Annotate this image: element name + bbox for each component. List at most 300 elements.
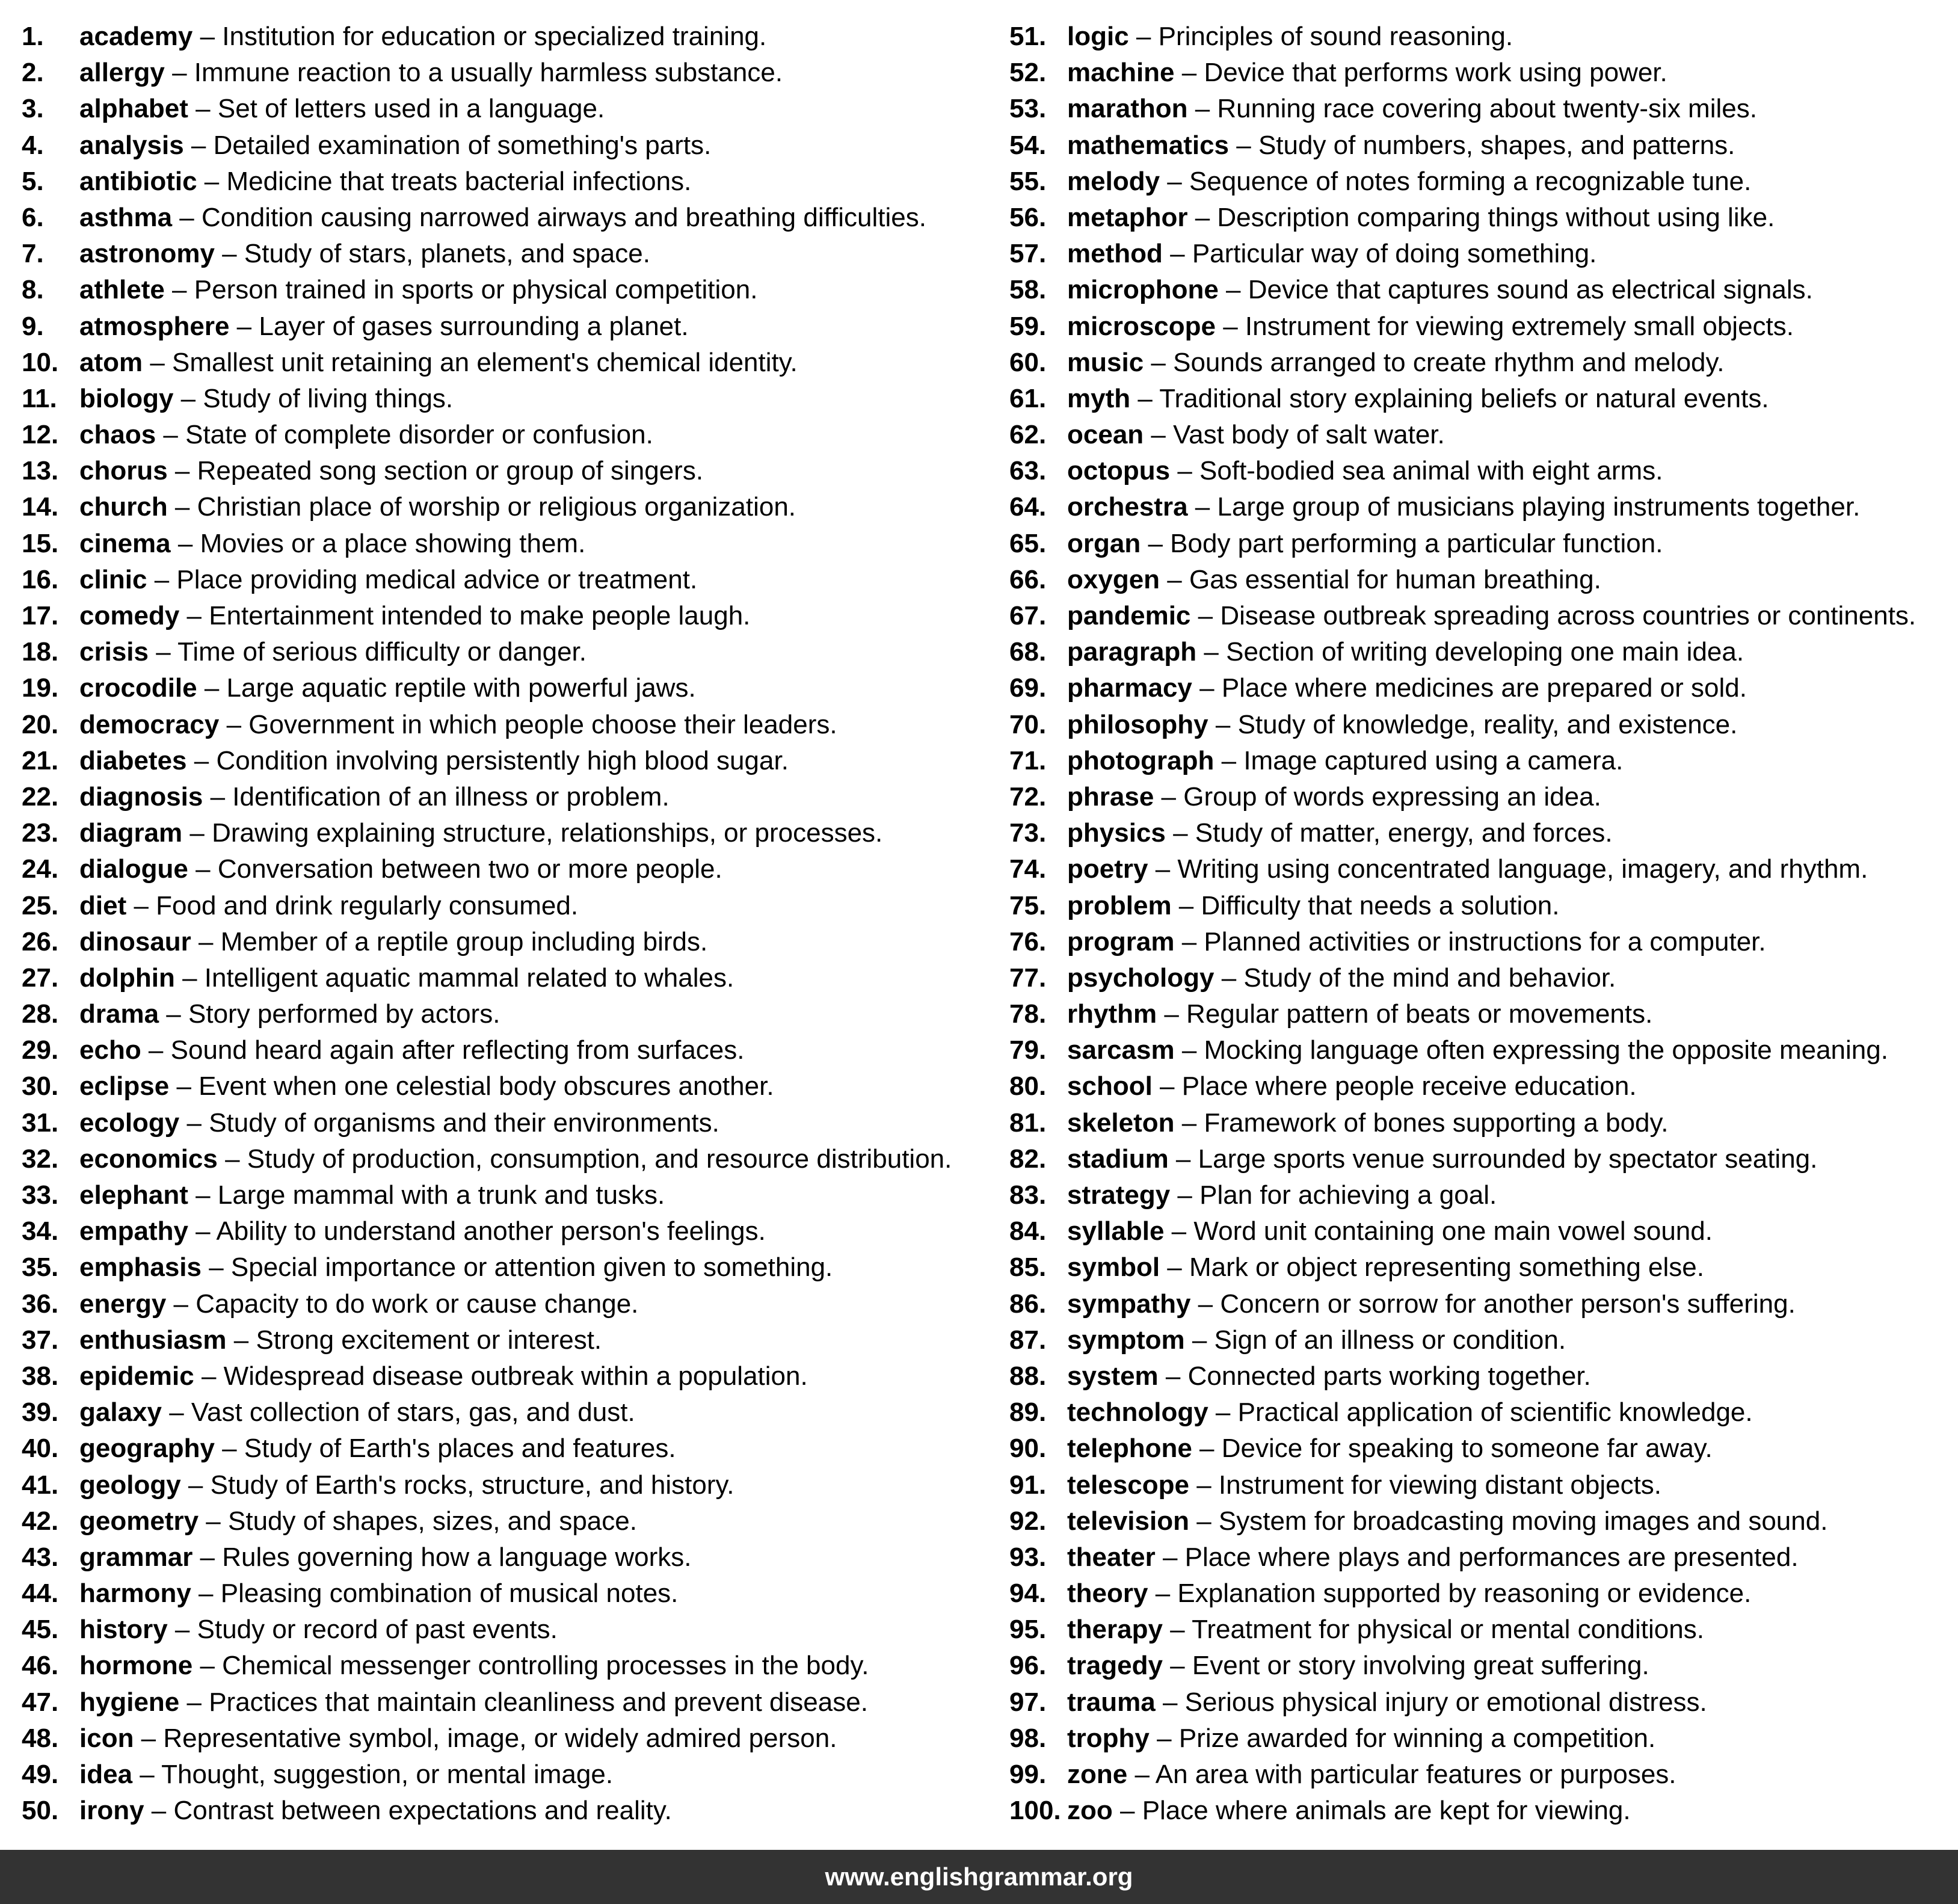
list-item bbox=[22, 164, 996, 200]
entry-text bbox=[79, 489, 796, 525]
entry-number: 80. bbox=[1009, 1071, 1047, 1101]
entry-text bbox=[1067, 489, 1860, 525]
entry-word: crisis bbox=[79, 637, 149, 667]
entry-word: mathematics bbox=[1067, 130, 1230, 160]
entry-separator: – bbox=[214, 239, 244, 269]
entry-text bbox=[79, 1177, 665, 1213]
entry-number: 9. bbox=[22, 311, 44, 341]
entry-separator: – bbox=[147, 564, 177, 594]
entry-number: 82. bbox=[1009, 1144, 1047, 1174]
entry-separator: – bbox=[192, 1542, 223, 1572]
entry-definition: Food and drink regularly consumed. bbox=[156, 890, 579, 920]
entry-text bbox=[1067, 1793, 1631, 1829]
list-item bbox=[1009, 417, 1958, 453]
entry-word: biology bbox=[79, 383, 174, 413]
entry-definition: Study of living things. bbox=[203, 383, 454, 413]
entry-text bbox=[79, 1431, 676, 1467]
entry-separator: – bbox=[1214, 745, 1244, 775]
entry-separator: – bbox=[1187, 202, 1218, 232]
entry-separator: – bbox=[194, 1361, 224, 1391]
entry-separator: – bbox=[1187, 492, 1218, 522]
entry-definition: Disease outbreak spreading across countries or continents. bbox=[1220, 601, 1916, 630]
entry-definition: Study of organisms and their environments. bbox=[209, 1108, 719, 1138]
entry-number: 22. bbox=[22, 781, 59, 812]
entry-text bbox=[1067, 996, 1652, 1032]
entry-text bbox=[79, 19, 766, 55]
entry-separator: – bbox=[144, 1796, 174, 1826]
entry-separator: – bbox=[167, 1615, 197, 1645]
entry-definition: Immune reaction to a usually harmless substance. bbox=[194, 58, 783, 88]
entry-definition: Serious physical injury or emotional distress. bbox=[1184, 1687, 1707, 1717]
list-item bbox=[1009, 1612, 1958, 1648]
list-item bbox=[22, 815, 996, 851]
entry-word: enthusiasm bbox=[79, 1325, 227, 1355]
entry-text bbox=[1067, 1394, 1753, 1431]
entry-definition: Place where plays and performances are presented. bbox=[1184, 1542, 1799, 1572]
entry-definition: Description comparing things without using like. bbox=[1217, 202, 1775, 232]
entry-definition: Sounds arranged to create rhythm and melody. bbox=[1173, 347, 1725, 377]
list-item bbox=[22, 1431, 996, 1467]
entry-number: 96. bbox=[1009, 1651, 1047, 1681]
entry-word: oxygen bbox=[1067, 564, 1160, 594]
entry-definition: Time of serious difficulty or danger. bbox=[177, 637, 586, 667]
entry-number: 28. bbox=[22, 999, 59, 1029]
entry-number: 40. bbox=[22, 1434, 59, 1464]
entry-separator: – bbox=[217, 1144, 247, 1174]
entry-word: system bbox=[1067, 1361, 1159, 1391]
entry-definition: Large aquatic reptile with powerful jaws. bbox=[226, 673, 696, 703]
list-item bbox=[22, 272, 996, 308]
list-item bbox=[22, 1467, 996, 1503]
list-item bbox=[22, 634, 996, 670]
entry-definition: Study of Earth's places and features. bbox=[244, 1434, 676, 1464]
list-item bbox=[22, 1394, 996, 1431]
list-item bbox=[1009, 598, 1958, 634]
entry-text bbox=[79, 743, 789, 779]
entry-definition: Special importance or attention given to something. bbox=[230, 1252, 833, 1283]
entry-definition: Study or record of past events. bbox=[197, 1615, 558, 1645]
entry-definition: Planned activities or instructions for a computer. bbox=[1204, 926, 1766, 957]
entry-word: elephant bbox=[79, 1180, 188, 1210]
entry-word: machine bbox=[1067, 58, 1175, 88]
entry-word: analysis bbox=[79, 130, 184, 160]
entry-number: 44. bbox=[22, 1579, 59, 1609]
entry-word: asthma bbox=[79, 202, 173, 232]
entry-number: 52. bbox=[1009, 58, 1047, 88]
list-item bbox=[1009, 200, 1958, 236]
entry-number: 2. bbox=[22, 58, 44, 88]
entry-definition: Explanation supported by reasoning or evidence. bbox=[1177, 1579, 1752, 1609]
entry-number: 27. bbox=[22, 963, 59, 993]
entry-word: geometry bbox=[79, 1506, 199, 1536]
entry-number: 72. bbox=[1009, 781, 1047, 812]
entry-word: academy bbox=[79, 22, 193, 51]
entry-word: diagnosis bbox=[79, 781, 203, 812]
entry-text bbox=[79, 960, 734, 996]
entry-text bbox=[79, 236, 650, 272]
entry-number: 89. bbox=[1009, 1397, 1047, 1428]
list-item bbox=[1009, 1286, 1958, 1322]
entry-definition: Body part performing a particular function. bbox=[1170, 528, 1663, 558]
entry-text bbox=[79, 707, 837, 743]
entry-number: 85. bbox=[1009, 1252, 1047, 1283]
entry-separator: – bbox=[1130, 383, 1160, 413]
entry-definition: System for broadcasting moving images and sound. bbox=[1218, 1506, 1828, 1536]
list-item bbox=[22, 345, 996, 381]
entry-word: logic bbox=[1067, 22, 1129, 51]
entry-separator: – bbox=[1174, 1035, 1204, 1065]
entry-separator: – bbox=[1174, 926, 1204, 957]
entry-definition: Capacity to do work or cause change. bbox=[195, 1289, 639, 1319]
entry-word: pharmacy bbox=[1067, 673, 1192, 703]
entry-definition: Framework of bones supporting a body. bbox=[1204, 1108, 1669, 1138]
entry-number: 48. bbox=[22, 1723, 59, 1753]
list-item bbox=[22, 1793, 996, 1829]
list-item bbox=[1009, 1539, 1958, 1576]
entry-definition: Entertainment intended to make people laugh. bbox=[209, 601, 751, 630]
entry-definition: Movies or a place showing them. bbox=[200, 528, 586, 558]
list-item bbox=[1009, 1503, 1958, 1539]
right-column bbox=[1009, 19, 1958, 1829]
entry-definition: Large sports venue surrounded by spectator seating. bbox=[1198, 1144, 1818, 1174]
entry-separator: – bbox=[1155, 1542, 1185, 1572]
entry-number: 8. bbox=[22, 275, 44, 305]
list-item bbox=[22, 1322, 996, 1358]
entry-definition: Study of production, consumption, and resource distribution. bbox=[247, 1144, 952, 1174]
entry-text bbox=[1067, 1721, 1655, 1757]
entry-word: paragraph bbox=[1067, 637, 1197, 667]
entry-number: 30. bbox=[22, 1071, 59, 1101]
entry-definition: Detailed examination of something's parts. bbox=[213, 130, 712, 160]
entry-word: photograph bbox=[1067, 745, 1215, 775]
entry-definition: Story performed by actors. bbox=[188, 999, 500, 1029]
entry-separator: – bbox=[1157, 999, 1187, 1029]
entry-word: microphone bbox=[1067, 275, 1219, 305]
entry-word: democracy bbox=[79, 709, 220, 739]
list-item bbox=[1009, 1793, 1958, 1829]
entry-separator: – bbox=[1170, 1180, 1200, 1210]
entry-text bbox=[1067, 743, 1623, 779]
entry-word: syllable bbox=[1067, 1216, 1165, 1246]
entry-word: chorus bbox=[79, 456, 168, 486]
entry-text bbox=[1067, 851, 1868, 887]
entry-word: program bbox=[1067, 926, 1175, 957]
entry-separator: – bbox=[214, 1434, 244, 1464]
entry-separator: – bbox=[161, 1397, 191, 1428]
entry-separator: – bbox=[1189, 1470, 1219, 1500]
entry-word: grammar bbox=[79, 1542, 193, 1572]
entry-word: allergy bbox=[79, 58, 165, 88]
entry-separator: – bbox=[1187, 94, 1218, 124]
list-item bbox=[22, 1105, 996, 1141]
entry-word: ocean bbox=[1067, 420, 1144, 450]
entry-word: eclipse bbox=[79, 1071, 170, 1101]
entry-definition: Sequence of notes forming a recognizable tune. bbox=[1189, 166, 1752, 196]
list-item bbox=[22, 19, 996, 55]
list-item bbox=[22, 743, 996, 779]
entry-text bbox=[79, 164, 691, 200]
list-item bbox=[22, 1612, 996, 1648]
entry-word: comedy bbox=[79, 601, 180, 630]
entry-definition: Large mammal with a trunk and tusks. bbox=[217, 1180, 665, 1210]
entry-separator: – bbox=[143, 347, 173, 377]
entry-number: 63. bbox=[1009, 456, 1047, 486]
entry-separator: – bbox=[1141, 528, 1171, 558]
entry-text bbox=[1067, 1431, 1713, 1467]
entry-separator: – bbox=[226, 1325, 256, 1355]
entry-text bbox=[1067, 128, 1735, 164]
entry-definition: Regular pattern of beats or movements. bbox=[1186, 999, 1653, 1029]
entry-word: microscope bbox=[1067, 311, 1216, 341]
entry-word: dolphin bbox=[79, 963, 175, 993]
entry-word: phrase bbox=[1067, 781, 1154, 812]
entry-text bbox=[79, 1684, 868, 1721]
entry-text bbox=[1067, 1105, 1668, 1141]
entry-number: 37. bbox=[22, 1325, 59, 1355]
entry-number: 45. bbox=[22, 1615, 59, 1645]
list-item bbox=[1009, 779, 1958, 815]
entry-number: 31. bbox=[22, 1108, 59, 1138]
entry-word: trophy bbox=[1067, 1723, 1150, 1753]
entry-text bbox=[79, 1141, 952, 1177]
entry-word: clinic bbox=[79, 564, 147, 594]
entry-definition: Chemical messenger controlling processes in the body. bbox=[222, 1651, 869, 1681]
entry-text bbox=[1067, 707, 1737, 743]
entry-separator: – bbox=[191, 926, 221, 957]
entry-text bbox=[79, 851, 722, 887]
entry-definition: Strong excitement or interest. bbox=[256, 1325, 602, 1355]
entry-word: telephone bbox=[1067, 1434, 1192, 1464]
list-item bbox=[22, 1286, 996, 1322]
entry-separator: – bbox=[1170, 456, 1200, 486]
list-item bbox=[1009, 960, 1958, 996]
footer-url[interactable]: www.englishgrammar.org bbox=[825, 1862, 1133, 1891]
entry-definition: Vast body of salt water. bbox=[1173, 420, 1445, 450]
entry-definition: Device for speaking to someone far away. bbox=[1221, 1434, 1713, 1464]
entry-word: galaxy bbox=[79, 1397, 162, 1428]
entry-text bbox=[79, 345, 798, 381]
entry-definition: Mocking language often expressing the opposite meaning. bbox=[1204, 1035, 1888, 1065]
entry-definition: Soft-bodied sea animal with eight arms. bbox=[1199, 456, 1663, 486]
entry-word: stadium bbox=[1067, 1144, 1169, 1174]
entry-text bbox=[79, 526, 585, 562]
entry-word: diet bbox=[79, 890, 127, 920]
entry-word: atom bbox=[79, 347, 143, 377]
entry-number: 14. bbox=[22, 492, 59, 522]
entry-number: 23. bbox=[22, 818, 59, 848]
entry-text bbox=[79, 1068, 774, 1105]
list-item bbox=[1009, 634, 1958, 670]
list-item bbox=[22, 1721, 996, 1757]
entry-text bbox=[79, 670, 696, 706]
list-item bbox=[1009, 1648, 1958, 1684]
entry-separator: – bbox=[197, 166, 227, 196]
entry-word: empathy bbox=[79, 1216, 188, 1246]
entry-separator: – bbox=[1144, 347, 1174, 377]
entry-word: church bbox=[79, 492, 168, 522]
entry-separator: – bbox=[1174, 58, 1204, 88]
entry-number: 73. bbox=[1009, 818, 1047, 848]
entry-number: 47. bbox=[22, 1687, 59, 1717]
entry-word: symbol bbox=[1067, 1252, 1160, 1283]
entry-number: 78. bbox=[1009, 999, 1047, 1029]
entry-text bbox=[79, 1503, 637, 1539]
list-item bbox=[1009, 815, 1958, 851]
entry-definition: Medicine that treats bacterial infections. bbox=[226, 166, 692, 196]
entry-number: 13. bbox=[22, 456, 59, 486]
entry-separator: – bbox=[1164, 1216, 1194, 1246]
entry-separator: – bbox=[1190, 1289, 1221, 1319]
entry-word: sarcasm bbox=[1067, 1035, 1175, 1065]
list-item bbox=[1009, 345, 1958, 381]
list-item bbox=[1009, 55, 1958, 91]
list-item bbox=[22, 1213, 996, 1249]
entry-definition: Contrast between expectations and reality. bbox=[173, 1796, 672, 1826]
entry-number: 20. bbox=[22, 709, 59, 739]
entry-number: 87. bbox=[1009, 1325, 1047, 1355]
entry-definition: Event when one celestial body obscures another. bbox=[199, 1071, 774, 1101]
entry-text bbox=[1067, 309, 1794, 345]
entry-separator: – bbox=[1192, 673, 1222, 703]
list-item bbox=[22, 453, 996, 489]
entry-number: 38. bbox=[22, 1361, 59, 1391]
entry-number: 67. bbox=[1009, 601, 1047, 630]
entry-text bbox=[1067, 1213, 1713, 1249]
entry-text bbox=[1067, 417, 1445, 453]
entry-text bbox=[1067, 381, 1769, 417]
entry-number: 6. bbox=[22, 202, 44, 232]
entry-separator: – bbox=[1144, 420, 1174, 450]
entry-word: dialogue bbox=[79, 854, 188, 884]
entry-word: tragedy bbox=[1067, 1651, 1163, 1681]
entry-text bbox=[79, 1793, 672, 1829]
entry-number: 93. bbox=[1009, 1542, 1047, 1572]
entry-text bbox=[79, 562, 697, 598]
entry-separator: – bbox=[1168, 1144, 1198, 1174]
entry-text bbox=[1067, 1757, 1676, 1793]
entry-definition: Member of a reptile group including birds. bbox=[220, 926, 708, 957]
entry-number: 77. bbox=[1009, 963, 1047, 993]
entry-definition: Large group of musicians playing instruments together. bbox=[1217, 492, 1861, 522]
entry-word: skeleton bbox=[1067, 1108, 1175, 1138]
entry-definition: Study of shapes, sizes, and space. bbox=[228, 1506, 637, 1536]
entry-word: marathon bbox=[1067, 94, 1188, 124]
entry-separator: – bbox=[174, 963, 205, 993]
entry-text bbox=[1067, 924, 1766, 960]
list-item bbox=[22, 1576, 996, 1612]
list-item bbox=[22, 1684, 996, 1721]
entry-word: drama bbox=[79, 999, 159, 1029]
entry-word: rhythm bbox=[1067, 999, 1157, 1029]
entry-text bbox=[79, 1286, 638, 1322]
entry-definition: Institution for education or specialized training. bbox=[222, 22, 767, 51]
entry-separator: – bbox=[1208, 1397, 1238, 1428]
entry-separator: – bbox=[186, 745, 217, 775]
list-item bbox=[22, 1177, 996, 1213]
entry-definition: Layer of gases surrounding a planet. bbox=[259, 311, 689, 341]
entry-text bbox=[79, 200, 926, 236]
entry-text bbox=[1067, 598, 1916, 634]
entry-number: 84. bbox=[1009, 1216, 1047, 1246]
entry-number: 88. bbox=[1009, 1361, 1047, 1391]
entry-text bbox=[79, 924, 707, 960]
entry-definition: State of complete disorder or confusion. bbox=[185, 420, 653, 450]
entry-text bbox=[1067, 1249, 1704, 1286]
list-item bbox=[22, 960, 996, 996]
entry-definition: Condition causing narrowed airways and breathing difficulties. bbox=[202, 202, 926, 232]
entry-text bbox=[1067, 1539, 1799, 1576]
list-item bbox=[1009, 164, 1958, 200]
entry-text bbox=[79, 996, 500, 1032]
entry-number: 19. bbox=[22, 673, 59, 703]
entry-separator: – bbox=[166, 1289, 196, 1319]
list-item bbox=[22, 1249, 996, 1286]
list-item bbox=[22, 1503, 996, 1539]
entry-word: diagram bbox=[79, 818, 183, 848]
list-item bbox=[1009, 851, 1958, 887]
entry-word: poetry bbox=[1067, 854, 1148, 884]
entry-text bbox=[79, 1322, 602, 1358]
entry-definition: Study of the mind and behavior. bbox=[1243, 963, 1616, 993]
entry-number: 39. bbox=[22, 1397, 59, 1428]
entry-separator: – bbox=[1162, 239, 1192, 269]
entry-separator: – bbox=[179, 601, 209, 630]
entry-number: 36. bbox=[22, 1289, 59, 1319]
left-column bbox=[22, 19, 996, 1829]
entry-text bbox=[1067, 888, 1559, 924]
entry-definition: Identification of an illness or problem. bbox=[232, 781, 670, 812]
entry-text bbox=[79, 1394, 635, 1431]
list-item bbox=[1009, 1576, 1958, 1612]
entry-separator: – bbox=[173, 383, 203, 413]
entry-text bbox=[79, 1612, 558, 1648]
entry-separator: – bbox=[1160, 564, 1189, 594]
entry-separator: – bbox=[188, 854, 218, 884]
entry-number: 79. bbox=[1009, 1035, 1047, 1065]
entry-number: 97. bbox=[1009, 1687, 1047, 1717]
list-item bbox=[22, 1068, 996, 1105]
entry-definition: Vast collection of stars, gas, and dust. bbox=[191, 1397, 635, 1428]
entry-word: zone bbox=[1067, 1760, 1128, 1789]
entry-text bbox=[1067, 1467, 1661, 1503]
list-item bbox=[22, 128, 996, 164]
entry-separator: – bbox=[167, 456, 197, 486]
entry-text bbox=[79, 815, 882, 851]
entry-number: 21. bbox=[22, 745, 59, 775]
entry-separator: – bbox=[156, 420, 186, 450]
entry-word: astronomy bbox=[79, 239, 215, 269]
entry-separator: – bbox=[1162, 1615, 1192, 1645]
entry-separator: – bbox=[201, 1252, 231, 1283]
entry-text bbox=[1067, 815, 1613, 851]
entry-separator: – bbox=[192, 22, 223, 51]
entry-word: alphabet bbox=[79, 94, 188, 124]
entry-number: 58. bbox=[1009, 275, 1047, 305]
entry-number: 68. bbox=[1009, 637, 1047, 667]
entry-separator: – bbox=[1155, 1687, 1185, 1717]
entry-word: symptom bbox=[1067, 1325, 1185, 1355]
entry-definition: Condition involving persistently high blood sugar. bbox=[216, 745, 789, 775]
entry-definition: Mark or object representing something else. bbox=[1189, 1252, 1704, 1283]
entry-number: 54. bbox=[1009, 130, 1047, 160]
entry-separator: – bbox=[1171, 890, 1201, 920]
entry-text bbox=[1067, 345, 1724, 381]
entry-word: diabetes bbox=[79, 745, 187, 775]
entry-text bbox=[1067, 1032, 1888, 1068]
entry-separator: – bbox=[192, 1651, 223, 1681]
entry-number: 65. bbox=[1009, 528, 1047, 558]
entry-text bbox=[1067, 670, 1747, 706]
